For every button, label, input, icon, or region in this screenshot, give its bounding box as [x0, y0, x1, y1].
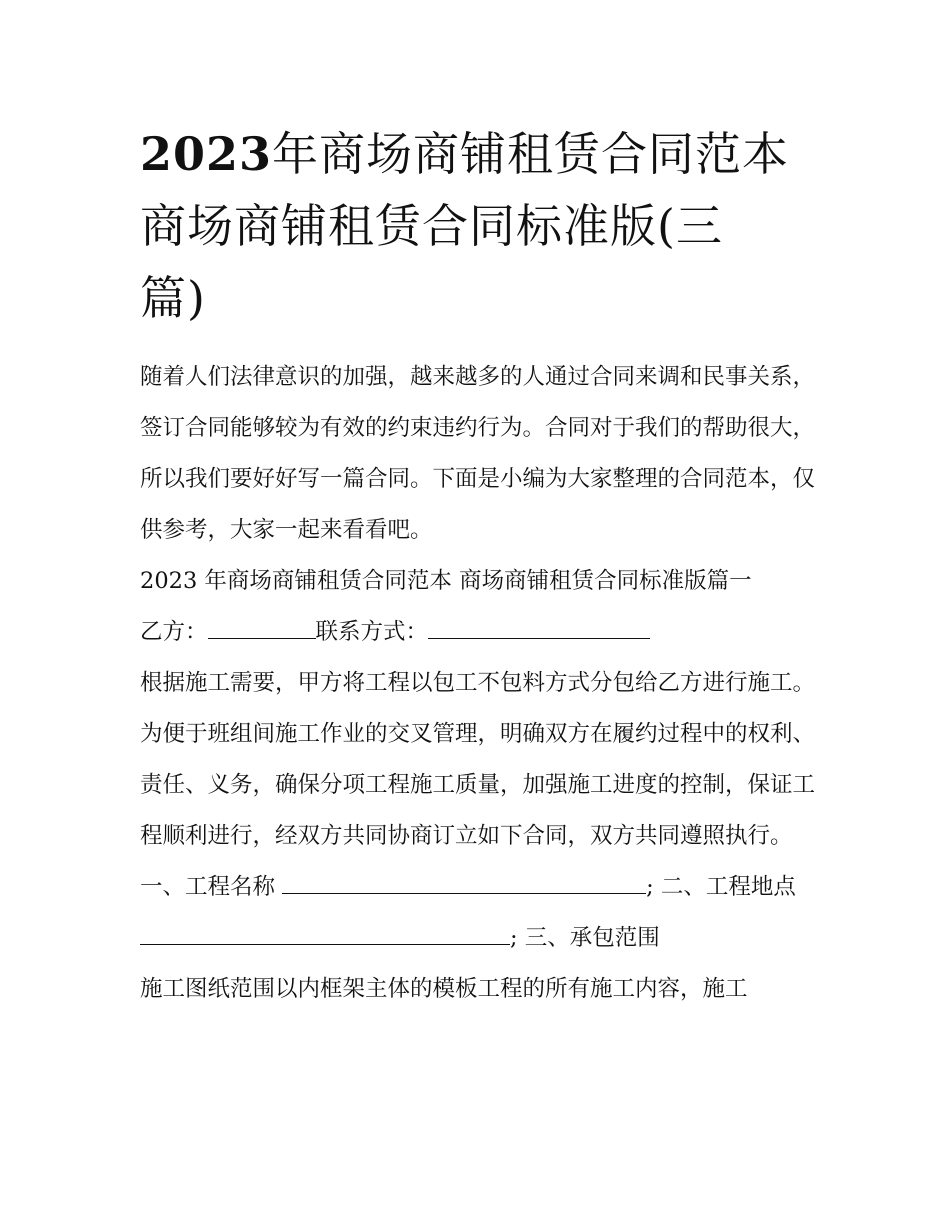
title-line3: 篇) [140, 271, 206, 325]
project-name-line [140, 862, 820, 913]
project-location-blank [140, 922, 510, 945]
title-line1-rest: 年商场商铺租赁合同范本 [272, 127, 790, 181]
document-body [140, 352, 820, 1015]
title-line2: 商场商铺租赁合同标准版(三 [140, 199, 723, 253]
party-b-blank [208, 616, 316, 639]
intro-paragraph: 随着人们法律意识的加强，越来越多的人通过合同来调和民事关系，签订合同能够较为有效的约束违约行为。合同对于我们的帮助很大，所以我们要好好写一篇合同。下面是小编为大家整理的合同范本，仅供参考，大家一起来看看吧。 [140, 364, 816, 543]
contract-paragraph: 根据施工需要，甲方将工程以包工不包料方式分包给乙方进行施工。为便于班组间施工作业的交叉管理，明确双方在履约过程中的权利、责任、义务，确保分项工程施工质量，加强施工进度的控制，保证工程顺利进行，经双方共同协商订立如下合同，双方共同遵照执行。 [140, 670, 816, 849]
section-heading: 2023 年商场商铺租赁合同范本 商场商铺租赁合同标准版篇一 [140, 568, 752, 594]
scope-label: ; 三、承包范围 [510, 925, 660, 951]
project-name-label: 一、工程名称 [140, 874, 276, 900]
document-title [140, 118, 820, 334]
project-location-label: ; 二、工程地点 [646, 874, 796, 900]
contact-label: 联系方式： [315, 619, 429, 645]
party-b-label: 乙方： [140, 619, 208, 645]
project-name-blank [282, 871, 646, 894]
project-location-line [140, 913, 820, 964]
scope-paragraph: 施工图纸范围以内框架主体的模板工程的所有施工内容，施工 [140, 976, 748, 1002]
contact-blank [428, 616, 650, 639]
party-b-line [140, 607, 820, 658]
title-year: 2023 [140, 127, 273, 181]
